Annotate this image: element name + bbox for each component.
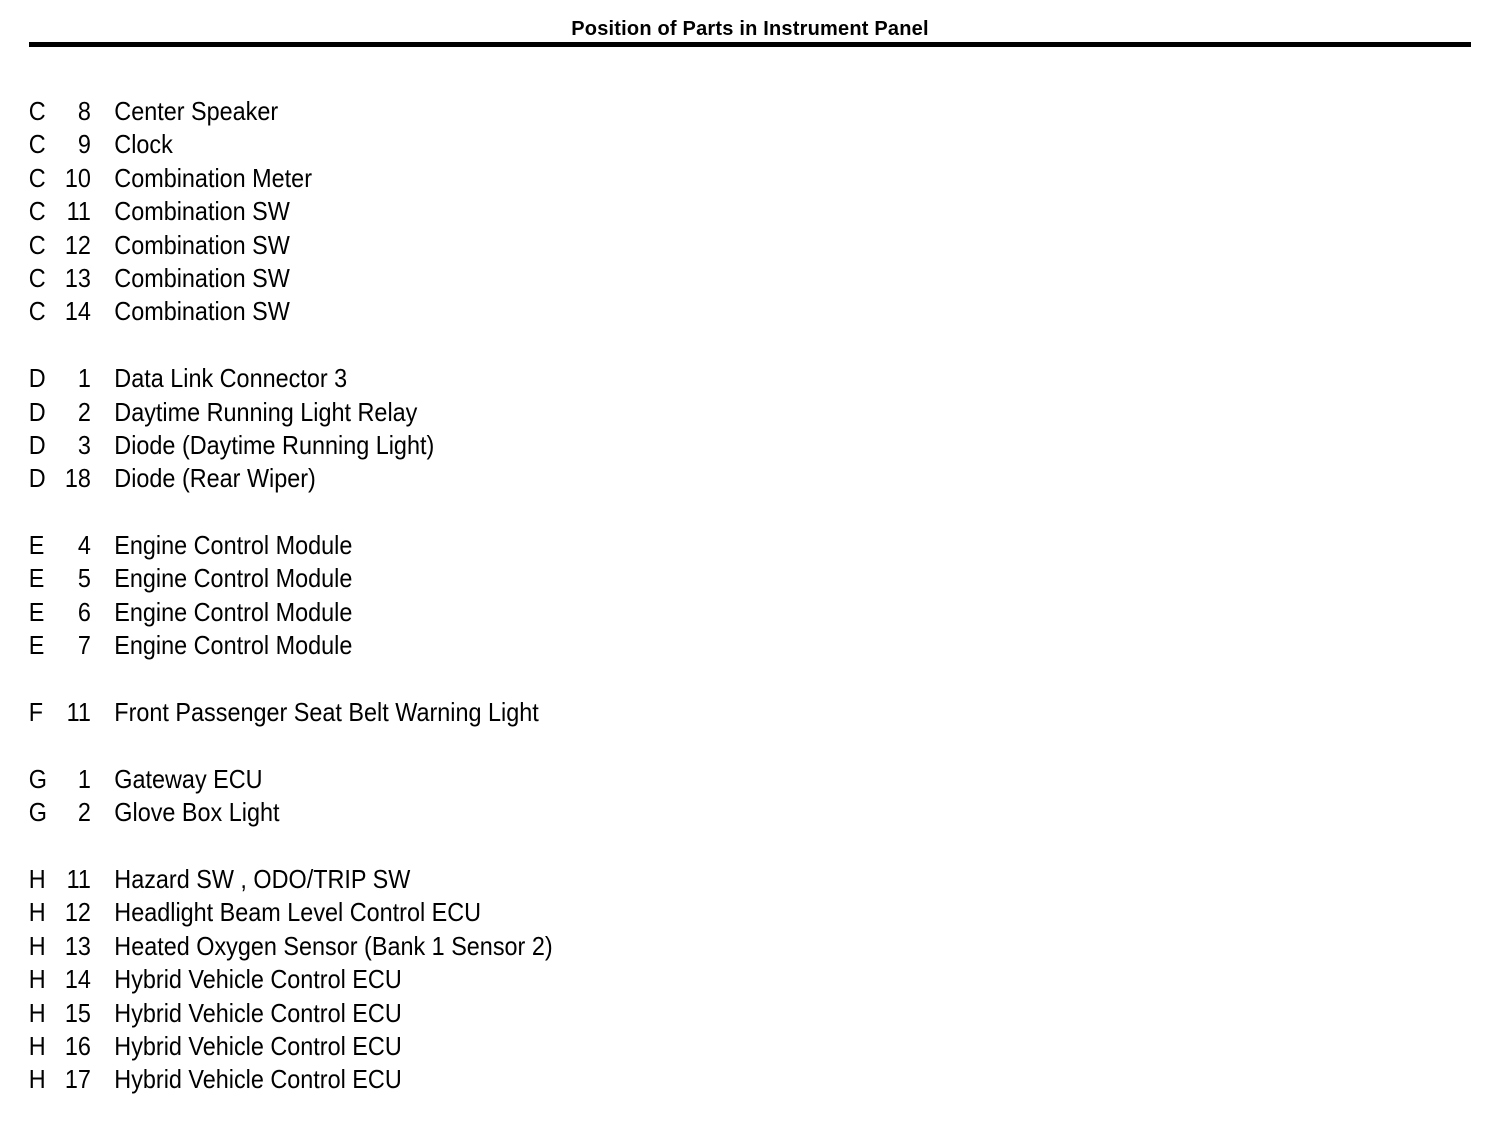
part-letter: H — [28, 863, 46, 894]
part-name: Combination SW — [114, 229, 290, 260]
part-letter: C — [28, 96, 46, 126]
part-row — [0, 529, 810, 562]
part-letter: C — [28, 229, 46, 260]
part-number: 6 — [77, 596, 91, 627]
part-letter: C — [28, 262, 46, 293]
part-letter: H — [28, 997, 46, 1028]
part-row — [0, 396, 810, 429]
part-number: 1 — [77, 363, 91, 394]
part-number: 11 — [66, 196, 91, 227]
part-letter: D — [28, 429, 46, 460]
part-row — [0, 997, 810, 1030]
part-number: 14 — [64, 964, 91, 995]
part-name: Engine Control Module — [114, 530, 353, 561]
part-name: Hybrid Vehicle Control ECU — [114, 1064, 402, 1095]
part-number: 11 — [66, 863, 91, 894]
part-number: 13 — [64, 262, 91, 293]
part-name: Hybrid Vehicle Control ECU — [114, 997, 402, 1028]
part-letter: E — [28, 630, 45, 661]
part-group — [0, 763, 900, 830]
part-row — [0, 295, 810, 328]
part-name: Combination SW — [114, 296, 290, 327]
part-letter: G — [28, 763, 48, 794]
title-divider — [29, 42, 1471, 47]
part-row — [0, 128, 810, 161]
part-number: 15 — [64, 997, 91, 1028]
part-number: 4 — [77, 530, 91, 561]
part-letter: H — [28, 897, 46, 928]
part-name: Combination Meter — [114, 162, 312, 193]
part-row — [0, 462, 810, 495]
part-name: Data Link Connector 3 — [114, 363, 348, 394]
part-name: Hybrid Vehicle Control ECU — [114, 964, 402, 995]
part-letter: D — [28, 396, 46, 427]
part-name: Clock — [114, 129, 173, 160]
part-letter: C — [28, 296, 46, 327]
part-number: 16 — [64, 1030, 91, 1061]
part-number: 2 — [77, 396, 91, 427]
part-name: Hybrid Vehicle Control ECU — [114, 1030, 402, 1061]
part-letter: C — [28, 162, 46, 193]
part-row — [0, 796, 810, 829]
part-row — [0, 629, 810, 662]
part-number: 8 — [77, 96, 91, 126]
part-row — [0, 763, 810, 796]
part-number: 17 — [64, 1064, 91, 1095]
part-letter: F — [28, 697, 44, 728]
part-letter: C — [28, 196, 46, 227]
part-number: 13 — [64, 930, 91, 961]
part-name: Engine Control Module — [114, 563, 353, 594]
page-title: Position of Parts in Instrument Panel — [571, 18, 929, 40]
part-number: 2 — [77, 797, 91, 828]
part-name: Heated Oxygen Sensor (Bank 1 Sensor 2) — [114, 930, 553, 961]
part-number: 12 — [64, 897, 91, 928]
part-row — [0, 596, 810, 629]
part-row — [0, 930, 810, 963]
part-letter: H — [28, 930, 46, 961]
part-row — [0, 1063, 810, 1096]
part-name: Gateway ECU — [114, 763, 263, 794]
part-group — [0, 529, 900, 663]
part-name: Glove Box Light — [114, 797, 280, 828]
part-number: 5 — [77, 563, 91, 594]
part-name: Daytime Running Light Relay — [114, 396, 418, 427]
part-number: 11 — [66, 697, 91, 728]
part-row — [0, 963, 810, 996]
part-letter: H — [28, 964, 46, 995]
part-name: Diode (Rear Wiper) — [114, 463, 316, 494]
part-number: 1 — [77, 763, 91, 794]
part-name: Combination SW — [114, 262, 290, 293]
part-row — [0, 262, 810, 295]
part-letter: H — [28, 1030, 46, 1061]
part-row — [0, 229, 810, 262]
part-row — [0, 863, 810, 896]
part-name: Hazard SW , ODO/TRIP SW — [114, 863, 411, 894]
part-row — [0, 896, 810, 929]
part-letter: C — [28, 129, 46, 160]
part-number: 3 — [77, 429, 91, 460]
part-name: Engine Control Module — [114, 630, 353, 661]
part-number: 14 — [64, 296, 91, 327]
part-row — [0, 95, 810, 128]
part-row — [0, 696, 810, 729]
part-group — [0, 362, 900, 496]
part-group — [0, 696, 900, 729]
part-number: 9 — [77, 129, 91, 160]
part-number: 12 — [64, 229, 91, 260]
part-row — [0, 362, 810, 395]
part-name: Headlight Beam Level Control ECU — [114, 897, 482, 928]
part-row — [0, 562, 810, 595]
part-letter: H — [28, 1064, 46, 1095]
part-group — [0, 863, 900, 1097]
part-number: 10 — [64, 162, 91, 193]
part-name: Center Speaker — [114, 96, 279, 126]
part-row — [0, 195, 810, 228]
part-letter: D — [28, 363, 46, 394]
part-letter: E — [28, 530, 45, 561]
part-number: 18 — [64, 463, 91, 494]
part-name: Engine Control Module — [114, 596, 353, 627]
part-row — [0, 162, 810, 195]
part-row — [0, 429, 810, 462]
part-row — [0, 1030, 810, 1063]
part-letter: D — [28, 463, 46, 494]
part-name: Combination SW — [114, 196, 290, 227]
part-group — [0, 95, 900, 329]
part-name: Front Passenger Seat Belt Warning Light — [114, 697, 539, 728]
part-name: Diode (Daytime Running Light) — [114, 429, 435, 460]
part-letter: E — [28, 596, 45, 627]
parts-list — [0, 95, 900, 1130]
part-letter: E — [28, 563, 45, 594]
part-number: 7 — [77, 630, 91, 661]
part-letter: G — [28, 797, 48, 828]
